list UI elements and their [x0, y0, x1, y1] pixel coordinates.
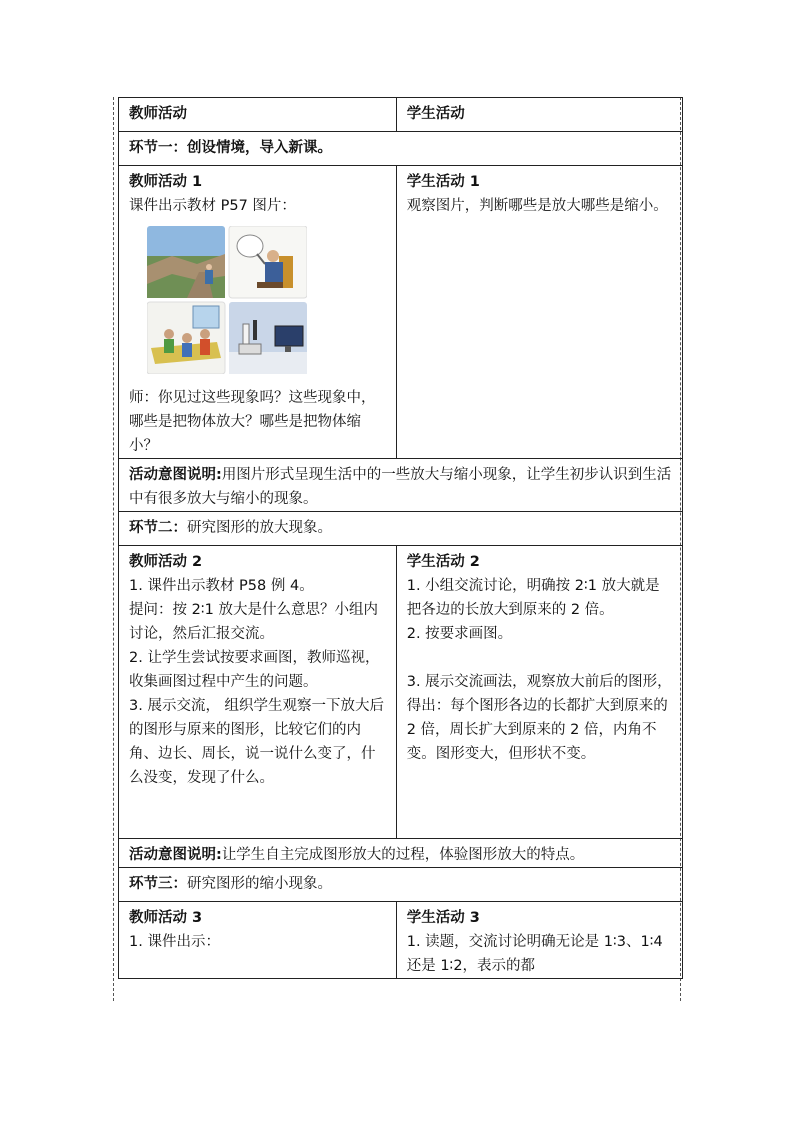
section2-note-row	[119, 839, 683, 868]
teacher-activity-1-line1: 课件出示教材 P57 图片：	[129, 198, 296, 214]
section2-row	[119, 512, 683, 546]
section2-teacher-cell	[119, 546, 397, 839]
student-activity-2-title: 学生活动 2	[406, 554, 480, 570]
section3-student-cell	[396, 902, 682, 979]
section2-activity-row	[119, 546, 683, 839]
note-label: 活动意图说明:	[129, 467, 222, 483]
teacher-activity-2-p3: 2. 让学生尝试按要求画图，教师巡视，收集画图过程中产生的问题。	[129, 650, 380, 690]
section3-activity-row	[119, 902, 683, 979]
section1-title: 环节一：创设情境，导入新课。	[119, 132, 683, 166]
header-student: 学生活动	[396, 98, 682, 132]
section2-student-cell	[396, 546, 682, 839]
section1-row	[119, 132, 683, 166]
section1-teacher-cell	[119, 166, 397, 459]
teacher-activity-1-question: 师：你见过这些现象吗？这些现象中，哪些是把物体放大？哪些是把物体缩小？	[129, 390, 376, 454]
great-wall-photo	[147, 226, 225, 298]
student-activity-2-p1: 1. 小组交流讨论，明确按 2∶1 放大就是把各边的长放大到原来的 2 倍。	[406, 578, 660, 618]
projector-classroom-photo	[147, 302, 225, 374]
teacher-activity-3-title: 教师活动 3	[129, 910, 203, 926]
note-label: 活动意图说明:	[129, 847, 222, 863]
spacer	[407, 646, 674, 670]
note-text: 用图片形式呈现生活中的一些放大与缩小现象，让学生初步认识到生活中有很多放大与缩小的现象。	[129, 467, 672, 507]
textbook-photos	[147, 226, 307, 374]
section3-row	[119, 868, 683, 902]
section3-title-rest: 研究图形的缩小现象。	[187, 876, 332, 892]
teacher-activity-2-p1: 1. 课件出示教材 P58 例 4。	[129, 578, 314, 594]
teacher-activity-1-title: 教师活动 1	[129, 174, 203, 190]
section1-note	[119, 459, 683, 512]
teacher-activity-2-title: 教师活动 2	[129, 554, 203, 570]
lesson-table	[118, 97, 683, 979]
microscope-lab-photo	[229, 302, 307, 374]
header-row	[119, 98, 683, 132]
section1-note-row	[119, 459, 683, 512]
section2-title	[119, 512, 683, 546]
student-activity-3-p1: 1. 读题，交流讨论明确无论是 1∶3、1∶4 还是 1∶2，表示的都	[406, 934, 663, 974]
section2-title-bold: 环节二：	[129, 520, 187, 536]
section3-teacher-cell	[119, 902, 397, 979]
note-text: 让学生自主完成图形放大的过程，体验图形放大的特点。	[221, 847, 585, 863]
section1-activity-row	[119, 166, 683, 459]
student-activity-2-p2: 2. 按要求画图。	[406, 626, 513, 642]
section3-title-bold: 环节三：	[129, 876, 187, 892]
section1-student-cell	[396, 166, 682, 459]
section2-note	[119, 839, 683, 868]
student-activity-1-text: 观察图片，判断哪些是放大哪些是缩小。	[406, 198, 668, 214]
teacher-activity-2-p2: 提问：按 2∶1 放大是什么意思？小组内讨论，然后汇报交流。	[129, 602, 378, 642]
teacher-activity-3-p1: 1. 课件出示：	[129, 934, 220, 950]
teacher-activity-2-p4: 3. 展示交流， 组织学生观察一下放大后的图形与原来的图形，比较它们的内角、边长、周长，说一说什么变了，什么没变，发现了什么。	[129, 698, 385, 786]
student-activity-2-p3: 3. 展示交流画法，观察放大前后的图形，得出：每个图形各边的长都扩大到原来的 2 倍，周长扩大到原来的 2 倍，内角不变。图形变大，但形状不变。	[406, 674, 672, 762]
header-teacher: 教师活动	[119, 98, 397, 132]
section3-title	[119, 868, 683, 902]
student-activity-3-title: 学生活动 3	[406, 910, 480, 926]
left-dashed-margin	[113, 97, 114, 1001]
student-activity-1-title: 学生活动 1	[406, 174, 480, 190]
magnifier-reading-photo	[229, 226, 307, 298]
section2-title-rest: 研究图形的放大现象。	[187, 520, 332, 536]
